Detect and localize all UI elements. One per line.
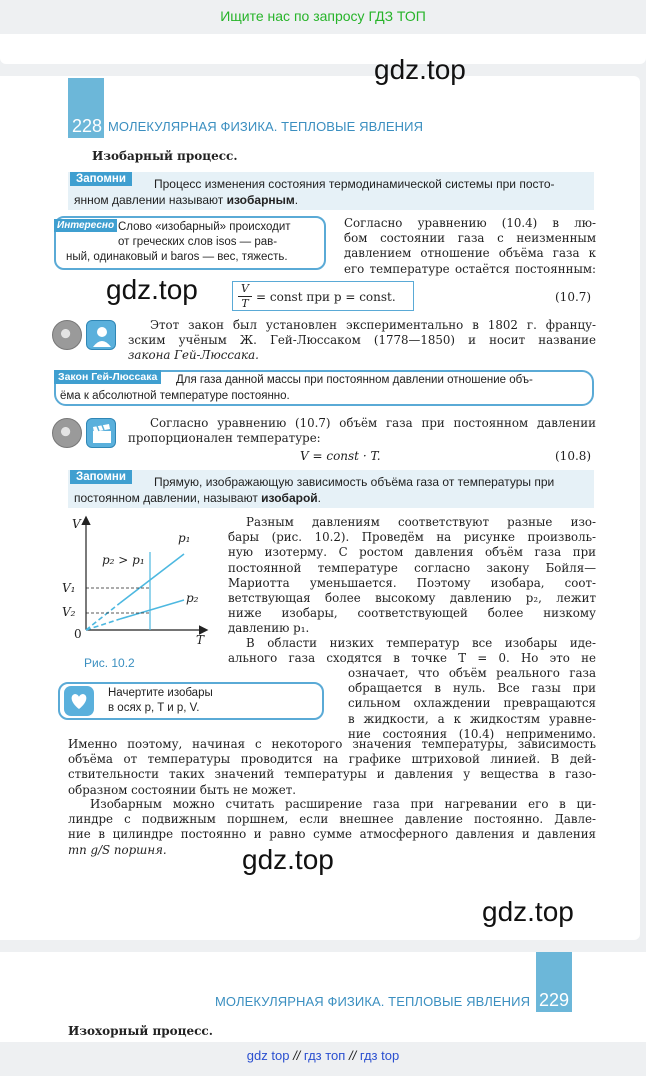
- isobar-p2-label: p₂: [186, 591, 199, 605]
- origin-label: 0: [74, 627, 82, 641]
- paragraph-7: Изобарным можно считать расширение газа при нагревании его в ци- линдре с подвижным поршнем, если внешнее давление постоянно. Давле- ние в цилиндре постоянно и равно сумме атмосферного давления и давления mп g/S поршня.: [68, 797, 596, 857]
- remember-tag: Запомни: [70, 470, 132, 484]
- page-number: 229: [539, 990, 570, 1010]
- paragraph-5-bottom: означает, что объём реального газа обращается в нуль. Все газы при сильном охлаждении превращаются в жидкости, а к жидкостям уравне- ние состояния (10.4) неприменимо.: [348, 666, 596, 741]
- law-text-line: ёма к абсолютной температуре постоянно.: [60, 390, 290, 402]
- interesting-line: Слово «изобарный» происходит: [118, 221, 291, 233]
- previous-page-strip: [0, 34, 646, 64]
- remember-text-line: янном давлении называют изобарным.: [74, 193, 299, 207]
- law-tag: Закон Гей-Люссака: [54, 370, 161, 384]
- section-title: Изобарный процесс.: [92, 149, 238, 163]
- remember-text-line: Процесс изменения состояния термодинамической системы при посто-: [154, 177, 555, 191]
- footer-link[interactable]: гдз top: [359, 1048, 400, 1063]
- clapperboard-icon: [86, 418, 116, 448]
- remember-text-line: Прямую, изображающую зависимость объёма газа от температуры при: [154, 475, 555, 489]
- equation-label: (10.7): [555, 290, 592, 304]
- page-number: 228: [72, 116, 103, 136]
- fraction-numerator: V: [241, 282, 249, 295]
- section-title: Изохорный процесс.: [68, 1024, 213, 1038]
- task-line: Начертите изобары: [108, 687, 213, 699]
- interesting-line: ный, одинаковый и baros — вес, тяжесть.: [66, 251, 288, 263]
- isobar-p2-dashed: [86, 619, 120, 630]
- isobar-p2: [120, 600, 184, 619]
- remember-text-line: постоянном давлении, называют изобарой.: [74, 491, 321, 505]
- v2-label: V₂: [62, 605, 76, 619]
- watermark: gdz.top: [482, 896, 574, 927]
- footer-links: gdz top // гдз топ // гдз top: [246, 1048, 400, 1063]
- paragraph-3: Согласно уравнению (10.7) объём газа при постоянном давлении пропорционален температуре:: [128, 416, 596, 446]
- heart-hand-icon: [64, 686, 94, 716]
- paragraph-1: Согласно уравнению (10.4) в лю- бом состоянии газа с неизменным давлением отношение объёма газа к его температуре остаётся постоянным:: [344, 216, 596, 276]
- formula-108: V = const · T.: [300, 449, 381, 463]
- running-head: МОЛЕКУЛЯРНАЯ ФИЗИКА. ТЕПЛОВЫЕ ЯВЛЕНИЯ: [215, 994, 531, 1009]
- paragraph-4: Разным давлениям соответствуют разные изо- бары (рис. 10.2). Проведём на рисунке произволь- ную изотерму. С ростом давления объём газа при постоянной температуре согласно закону Бойля— Мариотта уменьшается. Поэтому изобара, соот- ветствующая более высокому давлению p₂, лежит ниже изобары, соответствующей более низкому давлению p₁.: [228, 515, 596, 636]
- watermark: gdz.top: [242, 844, 334, 875]
- paragraph-2: Этот закон был установлен экспериментально в 1802 г. францу- зским учёным Ж. Гей-Люссаком (1778—1850) и носит название закона Гей-Люссака.: [128, 318, 596, 363]
- disc-icon: [52, 418, 82, 448]
- formula-107: = const при p = const.: [256, 290, 396, 304]
- fraction-denominator: T: [241, 297, 249, 310]
- isobar-figure: [60, 512, 220, 648]
- paragraph-5-top: В области низких температур все изобары иде- ального газа сходятся в точке T = 0. Но это не: [228, 636, 596, 666]
- law-text-line: Для газа данной массы при постоянном давлении отношение объ-: [176, 374, 533, 386]
- pressure-relation: p₂ > p₁: [102, 553, 145, 567]
- paragraph-6: Именно поэтому, начиная с некоторого значения температуры, зависимость объёма от температуры проводится на графике штриховой линией. В дей- ствительности таких значений температуры и давления у вещества в газо- образном состоянии быть не может.: [68, 737, 596, 797]
- remember-tag: Запомни: [70, 172, 132, 186]
- interesting-line: от греческих слов isos — рав-: [118, 236, 278, 248]
- figure-caption: Рис. 10.2: [84, 656, 135, 670]
- x-axis-label: T: [196, 633, 205, 647]
- search-banner: Ищите нас по запросу ГДЗ ТОП: [220, 8, 426, 24]
- person-icon: [86, 320, 116, 350]
- disc-icon: [52, 320, 82, 350]
- watermark: gdz.top: [106, 274, 198, 305]
- v1-label: V₁: [62, 581, 76, 595]
- running-head: МОЛЕКУЛЯРНАЯ ФИЗИКА. ТЕПЛОВЫЕ ЯВЛЕНИЯ: [108, 119, 424, 134]
- isobar-p1-label: p₁: [178, 531, 191, 545]
- watermark: gdz.top: [374, 54, 466, 85]
- y-axis-label: V: [72, 517, 81, 531]
- interesting-tag: Интересно: [54, 219, 117, 232]
- footer-link[interactable]: gdz top: [246, 1048, 290, 1063]
- equation-label: (10.8): [555, 449, 592, 463]
- isobar-p1-dashed: [86, 603, 120, 630]
- task-line: в осях p, T и p, V.: [108, 702, 200, 714]
- footer-link[interactable]: гдз топ: [303, 1048, 346, 1063]
